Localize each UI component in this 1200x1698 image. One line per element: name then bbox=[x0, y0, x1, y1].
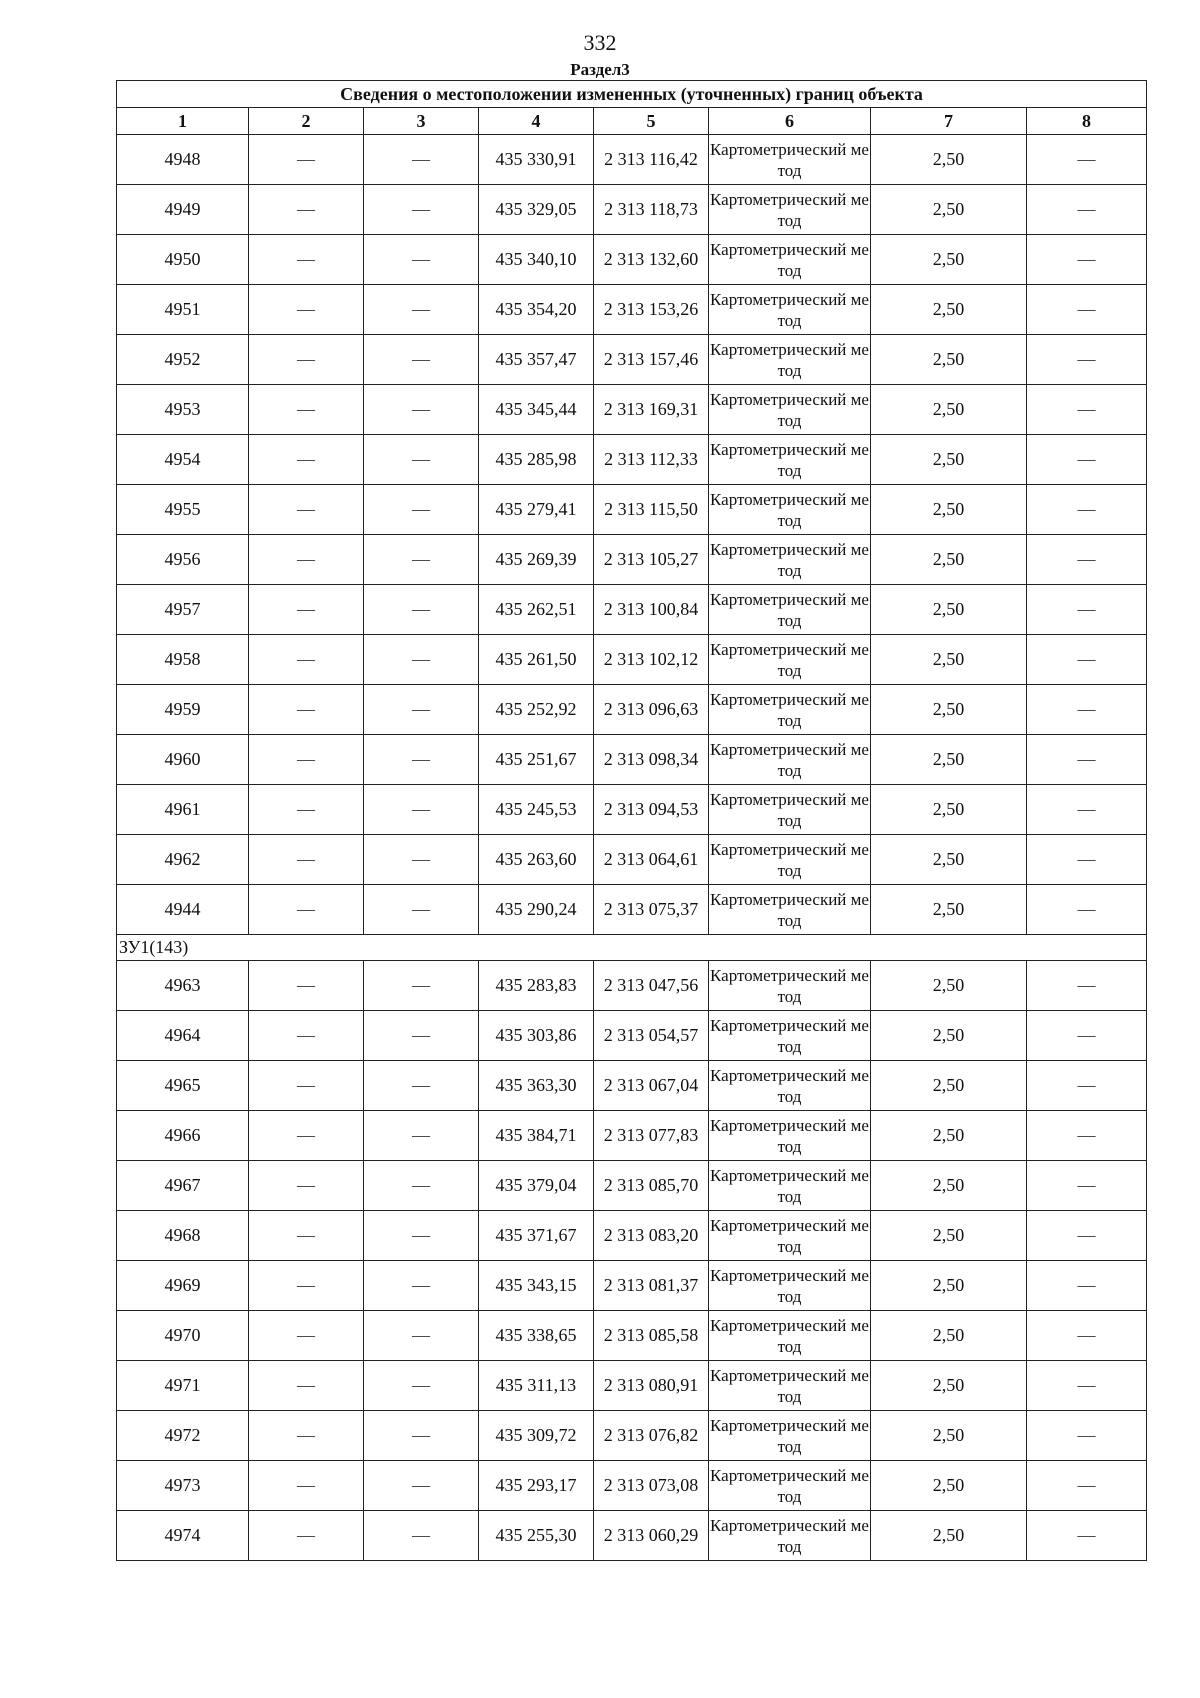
table-row bbox=[117, 235, 1147, 285]
y-coordinate-cell: 2 313 077,83 bbox=[594, 1111, 709, 1161]
column-header: 2 bbox=[249, 108, 364, 135]
dash-cell: — bbox=[364, 685, 479, 735]
dash-cell: — bbox=[1027, 435, 1147, 485]
x-coordinate-cell: 435 251,67 bbox=[479, 735, 594, 785]
table-row bbox=[117, 285, 1147, 335]
method-cell: Картометрический метод bbox=[709, 785, 871, 835]
dash-cell: — bbox=[1027, 185, 1147, 235]
table-row bbox=[117, 585, 1147, 635]
point-number-cell: 4964 bbox=[117, 1011, 249, 1061]
y-coordinate-cell: 2 313 118,73 bbox=[594, 185, 709, 235]
page-number: 332 bbox=[583, 30, 617, 55]
dash-cell: — bbox=[364, 1411, 479, 1461]
column-header-row bbox=[117, 108, 1147, 135]
y-coordinate-cell: 2 313 085,70 bbox=[594, 1161, 709, 1211]
accuracy-cell: 2,50 bbox=[871, 1161, 1027, 1211]
method-cell: Картометрический метод bbox=[709, 535, 871, 585]
dash-cell: — bbox=[1027, 885, 1147, 935]
dash-cell: — bbox=[364, 961, 479, 1011]
accuracy-cell: 2,50 bbox=[871, 435, 1027, 485]
point-number-cell: 4974 bbox=[117, 1511, 249, 1561]
dash-cell: — bbox=[249, 535, 364, 585]
y-coordinate-cell: 2 313 094,53 bbox=[594, 785, 709, 835]
y-coordinate-cell: 2 313 169,31 bbox=[594, 385, 709, 435]
dash-cell: — bbox=[364, 335, 479, 385]
table-caption: Сведения о местоположении измененных (уточненных) границ объекта bbox=[117, 81, 1147, 108]
table-row bbox=[117, 1361, 1147, 1411]
table-row bbox=[117, 961, 1147, 1011]
table-row bbox=[117, 335, 1147, 385]
dash-cell: — bbox=[364, 1061, 479, 1111]
y-coordinate-cell: 2 313 115,50 bbox=[594, 485, 709, 535]
x-coordinate-cell: 435 379,04 bbox=[479, 1161, 594, 1211]
dash-cell: — bbox=[364, 1011, 479, 1061]
table-row bbox=[117, 635, 1147, 685]
dash-cell: — bbox=[364, 635, 479, 685]
dash-cell: — bbox=[1027, 635, 1147, 685]
accuracy-cell: 2,50 bbox=[871, 235, 1027, 285]
dash-cell: — bbox=[364, 1461, 479, 1511]
dash-cell: — bbox=[249, 735, 364, 785]
accuracy-cell: 2,50 bbox=[871, 535, 1027, 585]
method-cell: Картометрический метод bbox=[709, 385, 871, 435]
dash-cell: — bbox=[1027, 785, 1147, 835]
x-coordinate-cell: 435 255,30 bbox=[479, 1511, 594, 1561]
table-row bbox=[117, 135, 1147, 185]
point-number-cell: 4950 bbox=[117, 235, 249, 285]
y-coordinate-cell: 2 313 075,37 bbox=[594, 885, 709, 935]
y-coordinate-cell: 2 313 064,61 bbox=[594, 835, 709, 885]
point-number-cell: 4965 bbox=[117, 1061, 249, 1111]
point-number-cell: 4949 bbox=[117, 185, 249, 235]
x-coordinate-cell: 435 252,92 bbox=[479, 685, 594, 735]
dash-cell: — bbox=[364, 135, 479, 185]
x-coordinate-cell: 435 363,30 bbox=[479, 1061, 594, 1111]
dash-cell: — bbox=[249, 685, 364, 735]
dash-cell: — bbox=[249, 635, 364, 685]
method-cell: Картометрический метод bbox=[709, 485, 871, 535]
point-number-cell: 4957 bbox=[117, 585, 249, 635]
dash-cell: — bbox=[1027, 135, 1147, 185]
dash-cell: — bbox=[249, 385, 364, 435]
y-coordinate-cell: 2 313 100,84 bbox=[594, 585, 709, 635]
dash-cell: — bbox=[1027, 1011, 1147, 1061]
accuracy-cell: 2,50 bbox=[871, 735, 1027, 785]
accuracy-cell: 2,50 bbox=[871, 1461, 1027, 1511]
table-row bbox=[117, 1161, 1147, 1211]
accuracy-cell: 2,50 bbox=[871, 135, 1027, 185]
dash-cell: — bbox=[1027, 1111, 1147, 1161]
point-number-cell: 4953 bbox=[117, 385, 249, 435]
accuracy-cell: 2,50 bbox=[871, 835, 1027, 885]
dash-cell: — bbox=[249, 485, 364, 535]
point-number-cell: 4968 bbox=[117, 1211, 249, 1261]
dash-cell: — bbox=[249, 1211, 364, 1261]
method-cell: Картометрический метод bbox=[709, 1261, 871, 1311]
y-coordinate-cell: 2 313 132,60 bbox=[594, 235, 709, 285]
column-header: 1 bbox=[117, 108, 249, 135]
x-coordinate-cell: 435 354,20 bbox=[479, 285, 594, 335]
dash-cell: — bbox=[249, 785, 364, 835]
accuracy-cell: 2,50 bbox=[871, 785, 1027, 835]
coordinates-table bbox=[116, 80, 1147, 1561]
dash-cell: — bbox=[1027, 1511, 1147, 1561]
dash-cell: — bbox=[1027, 1261, 1147, 1311]
point-number-cell: 4972 bbox=[117, 1411, 249, 1461]
method-cell: Картометрический метод bbox=[709, 185, 871, 235]
dash-cell: — bbox=[1027, 685, 1147, 735]
method-cell: Картометрический метод bbox=[709, 1361, 871, 1411]
column-header: 5 bbox=[594, 108, 709, 135]
x-coordinate-cell: 435 384,71 bbox=[479, 1111, 594, 1161]
dash-cell: — bbox=[249, 285, 364, 335]
x-coordinate-cell: 435 340,10 bbox=[479, 235, 594, 285]
dash-cell: — bbox=[249, 1011, 364, 1061]
column-header: 4 bbox=[479, 108, 594, 135]
x-coordinate-cell: 435 329,05 bbox=[479, 185, 594, 235]
point-number-cell: 4948 bbox=[117, 135, 249, 185]
y-coordinate-cell: 2 313 067,04 bbox=[594, 1061, 709, 1111]
method-cell: Картометрический метод bbox=[709, 1461, 871, 1511]
column-header: 7 bbox=[871, 108, 1027, 135]
method-cell: Картометрический метод bbox=[709, 1161, 871, 1211]
table-row bbox=[117, 1111, 1147, 1161]
accuracy-cell: 2,50 bbox=[871, 1061, 1027, 1111]
table-row bbox=[117, 1211, 1147, 1261]
method-cell: Картометрический метод bbox=[709, 885, 871, 935]
accuracy-cell: 2,50 bbox=[871, 1311, 1027, 1361]
accuracy-cell: 2,50 bbox=[871, 685, 1027, 735]
dash-cell: — bbox=[249, 885, 364, 935]
table-caption-row bbox=[117, 81, 1147, 108]
method-cell: Картометрический метод bbox=[709, 1111, 871, 1161]
dash-cell: — bbox=[1027, 385, 1147, 435]
point-number-cell: 4955 bbox=[117, 485, 249, 535]
method-cell: Картометрический метод bbox=[709, 735, 871, 785]
table-row bbox=[117, 1311, 1147, 1361]
table-row bbox=[117, 1261, 1147, 1311]
dash-cell: — bbox=[364, 285, 479, 335]
table-row bbox=[117, 385, 1147, 435]
dash-cell: — bbox=[364, 435, 479, 485]
y-coordinate-cell: 2 313 073,08 bbox=[594, 1461, 709, 1511]
point-number-cell: 4956 bbox=[117, 535, 249, 585]
dash-cell: — bbox=[1027, 335, 1147, 385]
dash-cell: — bbox=[1027, 1361, 1147, 1411]
dash-cell: — bbox=[364, 1511, 479, 1561]
y-coordinate-cell: 2 313 083,20 bbox=[594, 1211, 709, 1261]
dash-cell: — bbox=[1027, 1311, 1147, 1361]
dash-cell: — bbox=[1027, 1061, 1147, 1111]
point-number-cell: 4971 bbox=[117, 1361, 249, 1411]
group-label: ЗУ1(143) bbox=[117, 935, 1147, 961]
x-coordinate-cell: 435 371,67 bbox=[479, 1211, 594, 1261]
y-coordinate-cell: 2 313 112,33 bbox=[594, 435, 709, 485]
point-number-cell: 4973 bbox=[117, 1461, 249, 1511]
accuracy-cell: 2,50 bbox=[871, 585, 1027, 635]
method-cell: Картометрический метод bbox=[709, 1411, 871, 1461]
dash-cell: — bbox=[364, 1261, 479, 1311]
dash-cell: — bbox=[249, 1261, 364, 1311]
accuracy-cell: 2,50 bbox=[871, 961, 1027, 1011]
y-coordinate-cell: 2 313 116,42 bbox=[594, 135, 709, 185]
table-row bbox=[117, 1511, 1147, 1561]
dash-cell: — bbox=[364, 1111, 479, 1161]
dash-cell: — bbox=[249, 835, 364, 885]
y-coordinate-cell: 2 313 096,63 bbox=[594, 685, 709, 735]
x-coordinate-cell: 435 309,72 bbox=[479, 1411, 594, 1461]
dash-cell: — bbox=[249, 185, 364, 235]
dash-cell: — bbox=[1027, 735, 1147, 785]
dash-cell: — bbox=[364, 535, 479, 585]
group-row bbox=[117, 935, 1147, 961]
x-coordinate-cell: 435 311,13 bbox=[479, 1361, 594, 1411]
dash-cell: — bbox=[249, 1361, 364, 1411]
dash-cell: — bbox=[1027, 1461, 1147, 1511]
table-row bbox=[117, 185, 1147, 235]
method-cell: Картометрический метод bbox=[709, 585, 871, 635]
dash-cell: — bbox=[1027, 1161, 1147, 1211]
table-row bbox=[117, 835, 1147, 885]
table-row bbox=[117, 1061, 1147, 1111]
point-number-cell: 4961 bbox=[117, 785, 249, 835]
dash-cell: — bbox=[1027, 1411, 1147, 1461]
point-number-cell: 4951 bbox=[117, 285, 249, 335]
table-row bbox=[117, 485, 1147, 535]
table-row bbox=[117, 1411, 1147, 1461]
y-coordinate-cell: 2 313 054,57 bbox=[594, 1011, 709, 1061]
accuracy-cell: 2,50 bbox=[871, 285, 1027, 335]
x-coordinate-cell: 435 269,39 bbox=[479, 535, 594, 585]
dash-cell: — bbox=[364, 585, 479, 635]
point-number-cell: 4969 bbox=[117, 1261, 249, 1311]
x-coordinate-cell: 435 343,15 bbox=[479, 1261, 594, 1311]
dash-cell: — bbox=[1027, 285, 1147, 335]
dash-cell: — bbox=[364, 1161, 479, 1211]
table-row bbox=[117, 885, 1147, 935]
method-cell: Картометрический метод bbox=[709, 1211, 871, 1261]
method-cell: Картометрический метод bbox=[709, 961, 871, 1011]
point-number-cell: 4944 bbox=[117, 885, 249, 935]
column-header: 6 bbox=[709, 108, 871, 135]
dash-cell: — bbox=[364, 485, 479, 535]
dash-cell: — bbox=[1027, 485, 1147, 535]
point-number-cell: 4958 bbox=[117, 635, 249, 685]
accuracy-cell: 2,50 bbox=[871, 1361, 1027, 1411]
x-coordinate-cell: 435 261,50 bbox=[479, 635, 594, 685]
dash-cell: — bbox=[249, 1111, 364, 1161]
x-coordinate-cell: 435 338,65 bbox=[479, 1311, 594, 1361]
table-row bbox=[117, 735, 1147, 785]
point-number-cell: 4960 bbox=[117, 735, 249, 785]
x-coordinate-cell: 435 283,83 bbox=[479, 961, 594, 1011]
x-coordinate-cell: 435 345,44 bbox=[479, 385, 594, 435]
method-cell: Картометрический метод bbox=[709, 1511, 871, 1561]
method-cell: Картометрический метод bbox=[709, 685, 871, 735]
dash-cell: — bbox=[364, 185, 479, 235]
method-cell: Картометрический метод bbox=[709, 1061, 871, 1111]
y-coordinate-cell: 2 313 060,29 bbox=[594, 1511, 709, 1561]
dash-cell: — bbox=[364, 1311, 479, 1361]
dash-cell: — bbox=[249, 235, 364, 285]
table-row bbox=[117, 1461, 1147, 1511]
table-body bbox=[117, 135, 1147, 1561]
accuracy-cell: 2,50 bbox=[871, 1261, 1027, 1311]
point-number-cell: 4952 bbox=[117, 335, 249, 385]
accuracy-cell: 2,50 bbox=[871, 385, 1027, 435]
dash-cell: — bbox=[364, 835, 479, 885]
y-coordinate-cell: 2 313 157,46 bbox=[594, 335, 709, 385]
x-coordinate-cell: 435 279,41 bbox=[479, 485, 594, 535]
method-cell: Картометрический метод bbox=[709, 435, 871, 485]
dash-cell: — bbox=[249, 335, 364, 385]
accuracy-cell: 2,50 bbox=[871, 1111, 1027, 1161]
table-row bbox=[117, 435, 1147, 485]
dash-cell: — bbox=[364, 1361, 479, 1411]
x-coordinate-cell: 435 245,53 bbox=[479, 785, 594, 835]
dash-cell: — bbox=[249, 1161, 364, 1211]
y-coordinate-cell: 2 313 085,58 bbox=[594, 1311, 709, 1361]
method-cell: Картометрический метод bbox=[709, 635, 871, 685]
section-label: Раздел3 bbox=[570, 60, 630, 79]
method-cell: Картометрический метод bbox=[709, 835, 871, 885]
point-number-cell: 4954 bbox=[117, 435, 249, 485]
dash-cell: — bbox=[364, 235, 479, 285]
x-coordinate-cell: 435 293,17 bbox=[479, 1461, 594, 1511]
dash-cell: — bbox=[1027, 585, 1147, 635]
point-number-cell: 4963 bbox=[117, 961, 249, 1011]
x-coordinate-cell: 435 285,98 bbox=[479, 435, 594, 485]
dash-cell: — bbox=[249, 1061, 364, 1111]
dash-cell: — bbox=[1027, 835, 1147, 885]
dash-cell: — bbox=[364, 385, 479, 435]
method-cell: Картометрический метод bbox=[709, 1311, 871, 1361]
dash-cell: — bbox=[364, 735, 479, 785]
x-coordinate-cell: 435 262,51 bbox=[479, 585, 594, 635]
x-coordinate-cell: 435 290,24 bbox=[479, 885, 594, 935]
table-row bbox=[117, 685, 1147, 735]
dash-cell: — bbox=[249, 1411, 364, 1461]
table-row bbox=[117, 1011, 1147, 1061]
y-coordinate-cell: 2 313 076,82 bbox=[594, 1411, 709, 1461]
accuracy-cell: 2,50 bbox=[871, 1411, 1027, 1461]
y-coordinate-cell: 2 313 102,12 bbox=[594, 635, 709, 685]
method-cell: Картометрический метод bbox=[709, 1011, 871, 1061]
y-coordinate-cell: 2 313 105,27 bbox=[594, 535, 709, 585]
dash-cell: — bbox=[249, 1311, 364, 1361]
x-coordinate-cell: 435 330,91 bbox=[479, 135, 594, 185]
dash-cell: — bbox=[249, 435, 364, 485]
dash-cell: — bbox=[249, 961, 364, 1011]
y-coordinate-cell: 2 313 080,91 bbox=[594, 1361, 709, 1411]
point-number-cell: 4970 bbox=[117, 1311, 249, 1361]
accuracy-cell: 2,50 bbox=[871, 1011, 1027, 1061]
table-row bbox=[117, 785, 1147, 835]
dash-cell: — bbox=[1027, 1211, 1147, 1261]
dash-cell: — bbox=[249, 1511, 364, 1561]
point-number-cell: 4962 bbox=[117, 835, 249, 885]
x-coordinate-cell: 435 263,60 bbox=[479, 835, 594, 885]
point-number-cell: 4966 bbox=[117, 1111, 249, 1161]
accuracy-cell: 2,50 bbox=[871, 185, 1027, 235]
method-cell: Картометрический метод bbox=[709, 335, 871, 385]
dash-cell: — bbox=[249, 585, 364, 635]
column-header: 3 bbox=[364, 108, 479, 135]
method-cell: Картометрический метод bbox=[709, 135, 871, 185]
method-cell: Картометрический метод bbox=[709, 235, 871, 285]
dash-cell: — bbox=[1027, 961, 1147, 1011]
accuracy-cell: 2,50 bbox=[871, 1511, 1027, 1561]
accuracy-cell: 2,50 bbox=[871, 635, 1027, 685]
dash-cell: — bbox=[364, 885, 479, 935]
accuracy-cell: 2,50 bbox=[871, 335, 1027, 385]
accuracy-cell: 2,50 bbox=[871, 485, 1027, 535]
table-row bbox=[117, 535, 1147, 585]
y-coordinate-cell: 2 313 098,34 bbox=[594, 735, 709, 785]
x-coordinate-cell: 435 357,47 bbox=[479, 335, 594, 385]
column-header: 8 bbox=[1027, 108, 1147, 135]
method-cell: Картометрический метод bbox=[709, 285, 871, 335]
accuracy-cell: 2,50 bbox=[871, 1211, 1027, 1261]
y-coordinate-cell: 2 313 081,37 bbox=[594, 1261, 709, 1311]
dash-cell: — bbox=[249, 135, 364, 185]
point-number-cell: 4967 bbox=[117, 1161, 249, 1211]
accuracy-cell: 2,50 bbox=[871, 885, 1027, 935]
dash-cell: — bbox=[1027, 535, 1147, 585]
point-number-cell: 4959 bbox=[117, 685, 249, 735]
dash-cell: — bbox=[364, 1211, 479, 1261]
dash-cell: — bbox=[249, 1461, 364, 1511]
y-coordinate-cell: 2 313 153,26 bbox=[594, 285, 709, 335]
x-coordinate-cell: 435 303,86 bbox=[479, 1011, 594, 1061]
y-coordinate-cell: 2 313 047,56 bbox=[594, 961, 709, 1011]
dash-cell: — bbox=[364, 785, 479, 835]
dash-cell: — bbox=[1027, 235, 1147, 285]
